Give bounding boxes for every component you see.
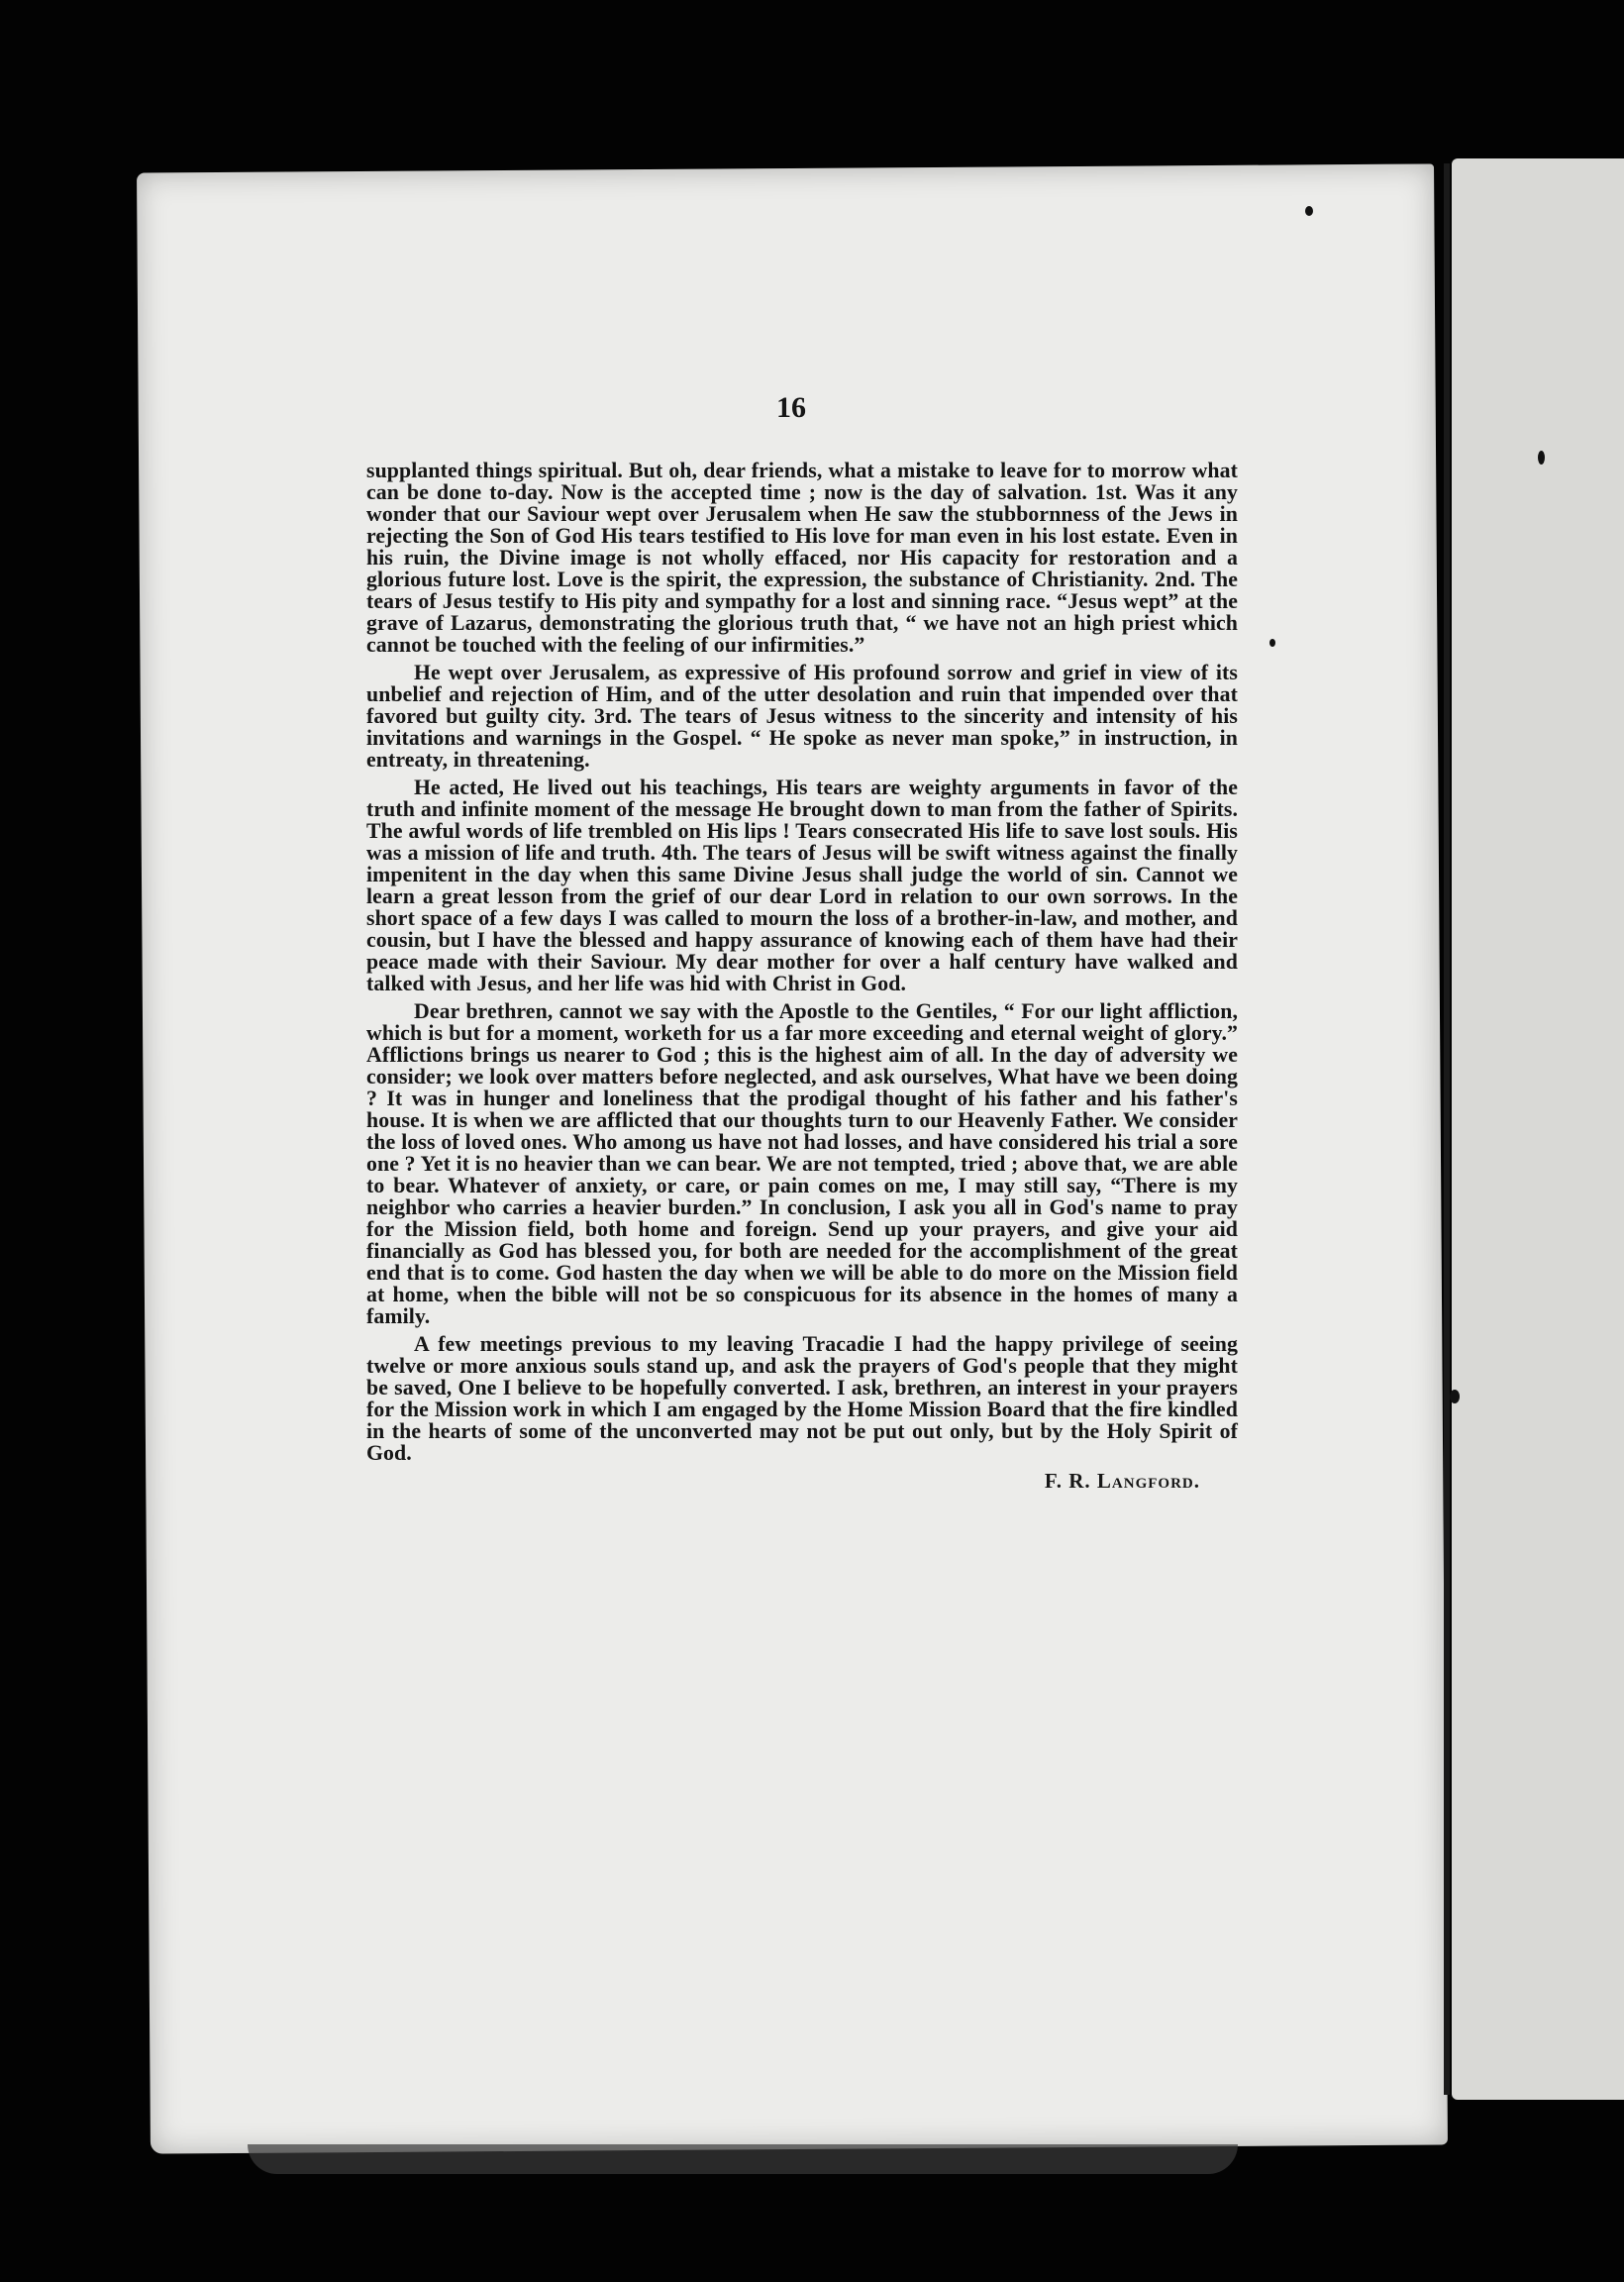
ink-speck	[1538, 451, 1545, 465]
author-signature: F. R. Langford.	[1044, 1469, 1200, 1493]
page-fold-line	[1444, 163, 1450, 2095]
bottom-shadow	[248, 2144, 1238, 2174]
paragraph-5: A few meetings previous to my leaving Tracadie I had the happy privilege of seeing twelve or more anxious souls stand up, and ask the prayers of God's people that they might be saved, One I believe to be hopefully converted. I ask, brethren, an interest in your prayers for the Mission work in which I am engaged by the Home Mission Board that the fire kindled in the hearts of some of the unconverted may not be put out only, but by the Holy Spirit of God.	[366, 1332, 1238, 1465]
ink-speck	[1305, 206, 1313, 216]
ink-speck	[1450, 1390, 1460, 1403]
body-text	[366, 386, 1238, 1492]
page-number: 16	[776, 391, 806, 424]
paragraph-3: He acted, He lived out his teachings, His tears are weighty arguments in favor of the truth and infinite moment of the message He brought down to man from the father of Spirits. The awful words of life trembled on His lips ! Tears consecrated His life to save lost souls. His was a mission of life and truth. 4th. The tears of Jesus will be swift witness against the finally impenitent in the day when this same Divine Jesus shall judge the world of sin. Cannot we learn a great lesson from the grief of our dear Lord in relation to our own sorrows. In the short space of a few days I was called to mourn the loss of a brother-in-law, and mother, and cousin, but I have the blessed and happy assurance of knowing each of them have had their peace made with their Saviour. My dear mother for over a half century have walked and talked with Jesus, and her life was hid with Christ in God.	[366, 776, 1238, 995]
paragraph-1: supplanted things spiritual. But oh, dear friends, what a mistake to leave for to morrow what can be done to-day. Now is the accepted time ; now is the day of salvation. 1st. Was it any wonder that our Saviour wept over Jerusalem when He saw the stubbornness of the Jews in rejecting the Son of God His tears testified to His love for man even in his lost estate. Even in his ruin, the Divine image is not wholly effaced, nor His capacity for restoration and a glorious future lost. Love is the spirit, the expression, the substance of Christianity. 2nd. The tears of Jesus testify to His pity and sympathy for a lost and sinning race. “Jesus wept” at the grave of Lazarus, demonstrating the glorious truth that, “ we have not an high priest which cannot be touched with the feeling of our infirmities.”	[366, 459, 1238, 657]
ink-speck	[1269, 639, 1275, 647]
paragraph-4: Dear brethren, cannot we say with the Apostle to the Gentiles, “ For our light affliction, which is but for a moment, worketh for us a far more exceeding and eternal weight of glory.” Afflictions brings us nearer to God ; this is the highest aim of all. In the day of adversity we consider; we look over matters before neglected, and ask ourselves, What have we been doing ? It was in hunger and loneliness that the prodigal thought of his father and his father's house. It is when we are afflicted that our thoughts turn to our Heavenly Father. We consider the loss of loved ones. Who among us have not had losses, and have considered his trial a sore one ? Yet it is no heavier than we can bear. We are not tempted, tried ; above that, we are able to bear. Whatever of anxiety, or care, or pain comes on me, I may still say, “There is my neighbor who carries a heavier burden.” In conclusion, I ask you all in God's name to pray for the Mission field, both home and foreign. Send up your prayers, and give your aid financially as God has blessed you, for both are needed for the accomplishment of the great end that is to come. God hasten the day when we will be able to do more on the Mission field at home, when the bible will not be so conspicuous for its absence in the homes of many a family.	[366, 999, 1238, 1328]
paragraph-2: He wept over Jerusalem, as expressive of His profound sorrow and grief in view of its unbelief and rejection of Him, and of the utter desolation and ruin that impended over that favored but guilty city. 3rd. The tears of Jesus witness to the sincerity and intensity of his invitations and warnings in the Gospel. “ He spoke as never man spoke,” in instruction, in entreaty, in threatening.	[366, 661, 1238, 772]
adjacent-page-edge	[1452, 158, 1624, 2100]
